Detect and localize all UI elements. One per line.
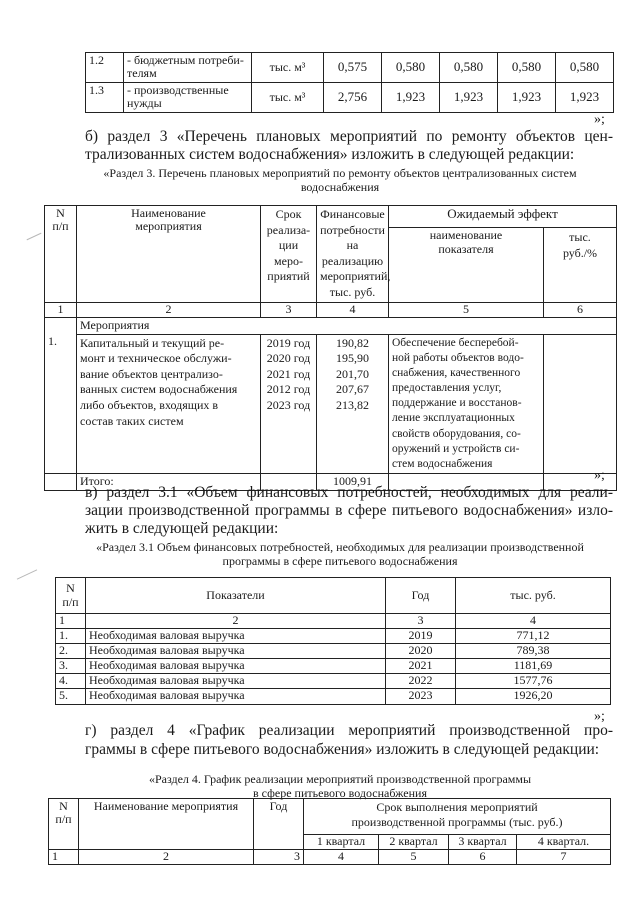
section-g-caption: «Раздел 4. График реализации мероприятий производственной программы в сфере питьевого водоснабжения [148, 772, 532, 800]
row-year: 2022 [386, 674, 456, 689]
table-water-volumes [85, 52, 614, 113]
row-value: 0,575 [324, 53, 382, 83]
index-cell: 3 [261, 302, 317, 317]
index-cell: 2 [77, 302, 261, 317]
row-value: 1,923 [498, 83, 556, 113]
row-value: 0,580 [556, 53, 614, 83]
row-value: 1,923 [556, 83, 614, 113]
row-num: 3. [56, 659, 86, 674]
total-value: 1009,91 [317, 474, 389, 491]
total-label: Итого: [77, 474, 261, 491]
row-num: 2. [56, 644, 86, 659]
section-b-caption: «Раздел 3. Перечень плановых мероприятий по ремонту объектов централизованных систем водоснабжения [103, 166, 577, 194]
scan-mark [17, 569, 37, 579]
header-year: Год [386, 578, 456, 614]
table-row [86, 83, 614, 113]
row-year: 2023 [386, 689, 456, 705]
row-name: Необходимая валовая выручка [86, 674, 386, 689]
index-cell: 7 [517, 850, 611, 865]
row-name: Необходимая валовая выручка [86, 629, 386, 644]
section-v-text-line1: в) раздел 3.1 «Объем финансовых потребностей, необходимых для реали- [85, 484, 613, 501]
row-years: 2019 год 2020 год 2021 год 2012 год 2023 год [261, 334, 317, 474]
section-g-text-line2: граммы в сфере питьевого водоснабжения» изложить в следующей редакции: [85, 741, 600, 758]
table-index-row [56, 614, 611, 629]
header-financial: Финансовые потребности на реализацию мероприятий, тыс. руб. [317, 206, 389, 303]
header-name: Наименование мероприятия [79, 799, 254, 850]
index-cell: 5 [379, 850, 449, 865]
header-num: N п/п [45, 206, 77, 303]
index-cell: 3 [386, 614, 456, 629]
row-value: 0,580 [440, 53, 498, 83]
table-row [56, 674, 611, 689]
table-row [45, 334, 617, 474]
index-cell: 6 [544, 302, 617, 317]
end-quote: »; [594, 468, 605, 483]
row-value: 1,923 [440, 83, 498, 113]
row-num: 5. [56, 689, 86, 705]
section-b-text-line2: трализованных систем водоснабжения» изложить в следующей редакции: [85, 146, 575, 163]
row-name: - бюджетным потреби- телям [124, 53, 252, 83]
header-term: Срок реализа- ции меро- приятий [261, 206, 317, 303]
header-thousand-rub: тыс. руб. [456, 578, 611, 614]
row-amounts: 190,82 195,90 201,70 207,67 213,82 [317, 334, 389, 474]
table-schedule [48, 798, 611, 865]
row-unit: тыс. м³ [252, 83, 324, 113]
row-name: Необходимая валовая выручка [86, 644, 386, 659]
row-year: 2019 [386, 629, 456, 644]
section-g-text-line1: г) раздел 4 «График реализации мероприятий производственной про- [85, 722, 613, 739]
row-value: 789,38 [456, 644, 611, 659]
header-num: N п/п [49, 799, 79, 850]
header-term: Срок выполнения мероприятий производственной программы (тыс. руб.) [304, 799, 611, 835]
row-num: 1. [56, 629, 86, 644]
header-num: N п/п [56, 578, 86, 614]
table-planned-measures [44, 205, 617, 491]
index-cell: 4 [456, 614, 611, 629]
index-cell: 5 [389, 302, 544, 317]
table-row [56, 644, 611, 659]
index-cell: 2 [79, 850, 254, 865]
index-cell: 2 [86, 614, 386, 629]
table-index-row [45, 302, 617, 317]
table-row [56, 659, 611, 674]
row-year: 2021 [386, 659, 456, 674]
row-effect: Обеспечение бесперебой- ной работы объектов водо- снабжения, качественного предоставления услуг, поддержание и восстанов- ление эксплуатационных свойств оборудования, со- оружений и устройств си- стем водоснабжения [389, 334, 544, 474]
row-value: 0,580 [382, 53, 440, 83]
row-num: 1.3 [86, 83, 124, 113]
row-value: 771,12 [456, 629, 611, 644]
end-quote: »; [594, 709, 605, 724]
header-quarter: 3 квартал [449, 835, 517, 850]
index-cell: 4 [304, 850, 379, 865]
header-indicators: Показатели [86, 578, 386, 614]
header-quarter: 2 квартал [379, 835, 449, 850]
header-quarter: 4 квартал. [517, 835, 611, 850]
table-financial-needs [55, 577, 611, 705]
row-value: 0,580 [498, 53, 556, 83]
table-row [56, 689, 611, 705]
row-value: 1181,69 [456, 659, 611, 674]
section-v-text-line2: зации производственной программы в сфере питьевого водоснабжения» изло- [85, 502, 613, 519]
section-b-text-line1: б) раздел 3 «Перечень плановых мероприятий по ремонту объектов цен- [85, 128, 613, 145]
scan-mark [27, 233, 42, 241]
row-num: 4. [56, 674, 86, 689]
index-cell: 1 [45, 302, 77, 317]
header-thousand-rub: тыс. руб./% [544, 228, 617, 302]
index-cell: 1 [49, 850, 79, 865]
row-name: - производственные нужды [124, 83, 252, 113]
header-year: Год [254, 799, 304, 850]
row-value: 1577,76 [456, 674, 611, 689]
header-expected-effect: Ожидаемый эффект [389, 206, 617, 228]
row-value: 1926,20 [456, 689, 611, 705]
table-index-row [49, 850, 611, 865]
index-cell: 3 [254, 850, 304, 865]
row-year: 2020 [386, 644, 456, 659]
row-name: Необходимая валовая выручка [86, 659, 386, 674]
table-row [56, 629, 611, 644]
section-v-text-line3: жить в следующей редакции: [85, 520, 279, 537]
row-value: 2,756 [324, 83, 382, 113]
row-unit: тыс. м³ [252, 53, 324, 83]
header-quarter: 1 квартал [304, 835, 379, 850]
header-name: Наименование мероприятия [77, 206, 261, 303]
index-cell: 4 [317, 302, 389, 317]
end-quote: »; [594, 112, 605, 127]
section-v-caption: «Раздел 3.1 Объем финансовых потребностей, необходимых для реализации производственной программы в сфере питьевого водоснабжения [96, 540, 584, 568]
group-label: Мероприятия [77, 317, 617, 334]
table-row [86, 53, 614, 83]
row-value: 1,923 [382, 83, 440, 113]
index-cell: 6 [449, 850, 517, 865]
row-num: 1.2 [86, 53, 124, 83]
row-name: Необходимая валовая выручка [86, 689, 386, 705]
row-num: 1. [45, 334, 77, 474]
row-name: Капитальный и текущий ре- монт и техническое обслужи- вание объектов централизо- ванных систем водоснабжения либо объектов, входящих в состав таких систем [77, 334, 261, 474]
header-indicator-name: наименование показателя [389, 228, 544, 302]
index-cell: 1 [56, 614, 86, 629]
